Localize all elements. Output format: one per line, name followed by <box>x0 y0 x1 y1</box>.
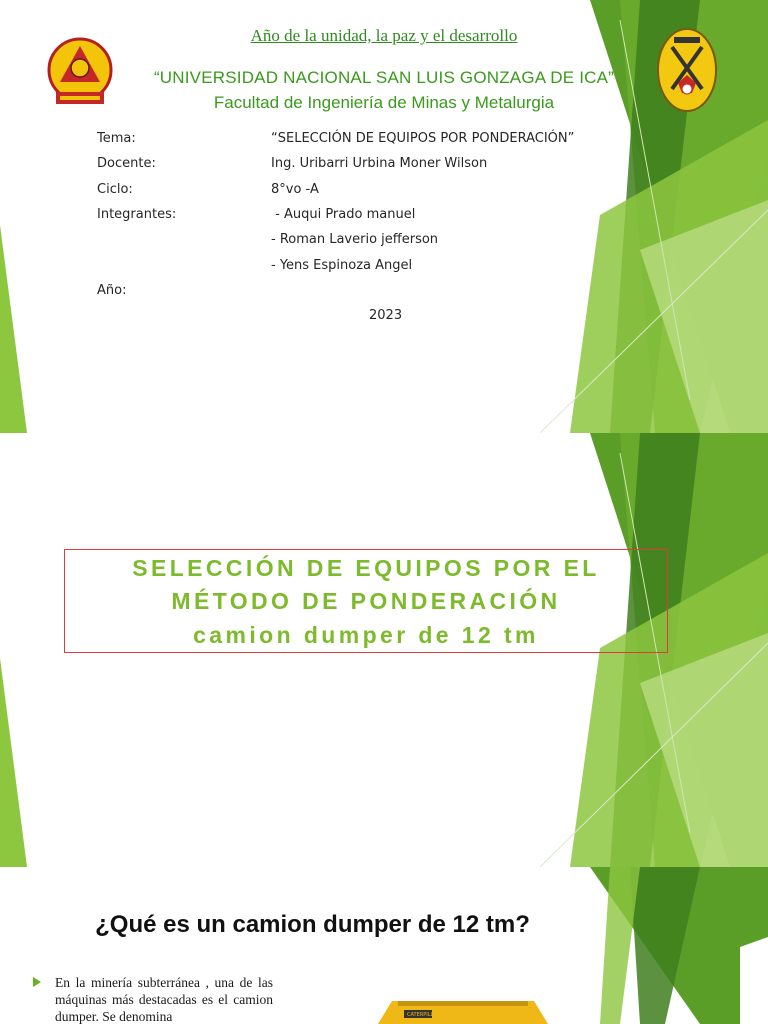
motto-text: Año de la unidad, la paz y el desarrollo <box>250 26 518 45</box>
dumper-truck-image <box>378 995 548 1024</box>
teacher-value: Ing. Uribarri Urbina Moner Wilson <box>271 156 488 171</box>
faculty-name: Facultad de Ingeniería de Minas y Metalurgia <box>213 93 555 112</box>
slide-title <box>0 433 768 867</box>
truck-brand-text: CATERPILLAR <box>407 1012 441 1018</box>
question-heading: ¿Qué es un camion dumper de 12 tm? <box>95 911 530 938</box>
cycle-value: 8°vo -A <box>271 182 319 197</box>
arrow-bullet-icon <box>33 977 41 987</box>
year-value: 2023 <box>369 308 403 323</box>
member-2: - Roman Laverio jefferson <box>271 232 439 247</box>
member-1: - Auqui Prado manuel <box>271 207 416 222</box>
members-label: Integrantes: <box>97 207 177 222</box>
cycle-label: Ciclo: <box>97 182 133 197</box>
slide-definition <box>0 867 768 1024</box>
year-label: Año: <box>97 283 127 298</box>
title-line-1: SELECCIÓN DE EQUIPOS POR EL <box>132 555 600 581</box>
teacher-label: Docente: <box>97 156 156 171</box>
slide-cover <box>0 0 768 433</box>
topic-value: “SELECCIÓN DE EQUIPOS POR PONDERACIÓN” <box>271 131 575 146</box>
title-line-3: camion dumper de 12 tm <box>193 622 539 648</box>
member-3: - Yens Espinoza Angel <box>271 258 413 273</box>
definition-paragraph: En la minería subterránea , una de las máquinas más destacadas es el camion dumper. Se denomina <box>55 975 273 1024</box>
university-name: “UNIVERSIDAD NACIONAL SAN LUIS GONZAGA DE ICA” <box>153 68 615 87</box>
university-seal-logo <box>46 36 114 108</box>
topic-label: Tema: <box>97 131 136 146</box>
title-line-2: MÉTODO DE PONDERACIÓN <box>171 588 561 614</box>
